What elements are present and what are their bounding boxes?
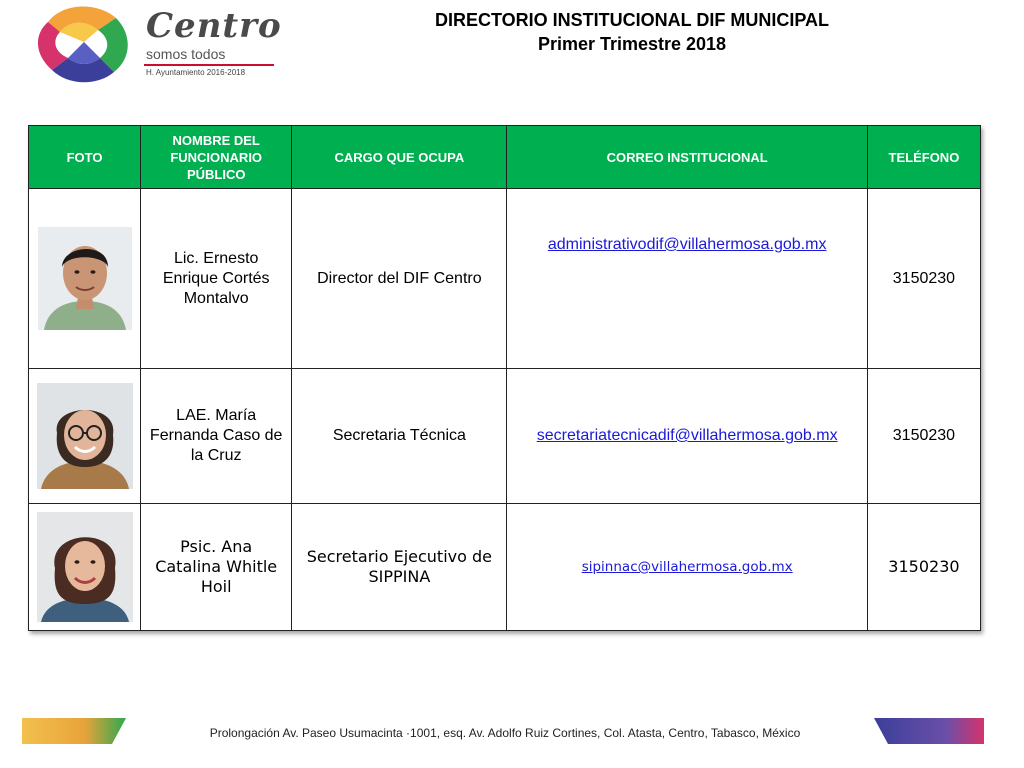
official-email-cell [507, 369, 867, 504]
column-header-photo: FOTO [29, 126, 141, 189]
official-name: Psic. Ana Catalina Whitle Hoil [141, 504, 292, 631]
official-email-link[interactable]: secretariatecnicadif@villahermosa.gob.mx [536, 427, 838, 444]
table-header-row [29, 126, 981, 189]
official-name: LAE. María Fernanda Caso de la Cruz [141, 369, 292, 504]
official-email-link[interactable]: administrativodif@villahermosa.gob.mx [547, 236, 827, 253]
official-phone: 3150230 [867, 504, 980, 631]
official-photo-3 [37, 512, 133, 622]
official-position: Director del DIF Centro [292, 189, 507, 369]
column-header-phone: TELÉFONO [867, 126, 980, 189]
official-position: Secretaria Técnica [292, 369, 507, 504]
centro-logo-mark-icon [28, 0, 138, 84]
brand-tagline: somos todos [146, 46, 226, 62]
official-position: Secretario Ejecutivo de SIPPINA [292, 504, 507, 631]
column-header-email: CORREO INSTITUCIONAL [507, 126, 867, 189]
table-row [29, 189, 981, 369]
brand-admin-period: H. Ayuntamiento 2016-2018 [146, 68, 246, 77]
official-photo-1 [38, 227, 132, 330]
official-phone: 3150230 [867, 189, 980, 369]
official-photo-2 [37, 383, 133, 489]
footer-accent-right [874, 718, 984, 744]
photo-cell [29, 504, 141, 631]
document-title [360, 8, 904, 56]
table-row [29, 369, 981, 504]
footer-address: Prolongación Av. Paseo Usumacinta ·1001, esq. Av. Adolfo Ruiz Cortines, Col. Atasta, Centro, Tabasco, México [209, 726, 801, 740]
photo-cell [29, 369, 141, 504]
footer-accent-left [22, 718, 126, 744]
official-email-link[interactable]: sipinnac@villahermosa.gob.mx [581, 559, 793, 575]
photo-cell [29, 189, 141, 369]
centro-logo [28, 0, 288, 84]
official-email-cell [507, 504, 867, 631]
official-name: Lic. Ernesto Enrique Cortés Montalvo [141, 189, 292, 369]
title-line-1: DIRECTORIO INSTITUCIONAL DIF MUNICIPAL [435, 10, 829, 30]
official-email-cell [507, 189, 867, 369]
brand-name: Centro [146, 6, 282, 46]
column-header-name: NOMBRE DEL FUNCIONARIO PÚBLICO [141, 126, 292, 189]
column-header-position: CARGO QUE OCUPA [292, 126, 507, 189]
brand-divider [144, 64, 274, 66]
directory-table [28, 125, 981, 631]
table-row [29, 504, 981, 631]
title-line-2: Primer Trimestre 2018 [537, 34, 727, 54]
official-phone: 3150230 [867, 369, 980, 504]
